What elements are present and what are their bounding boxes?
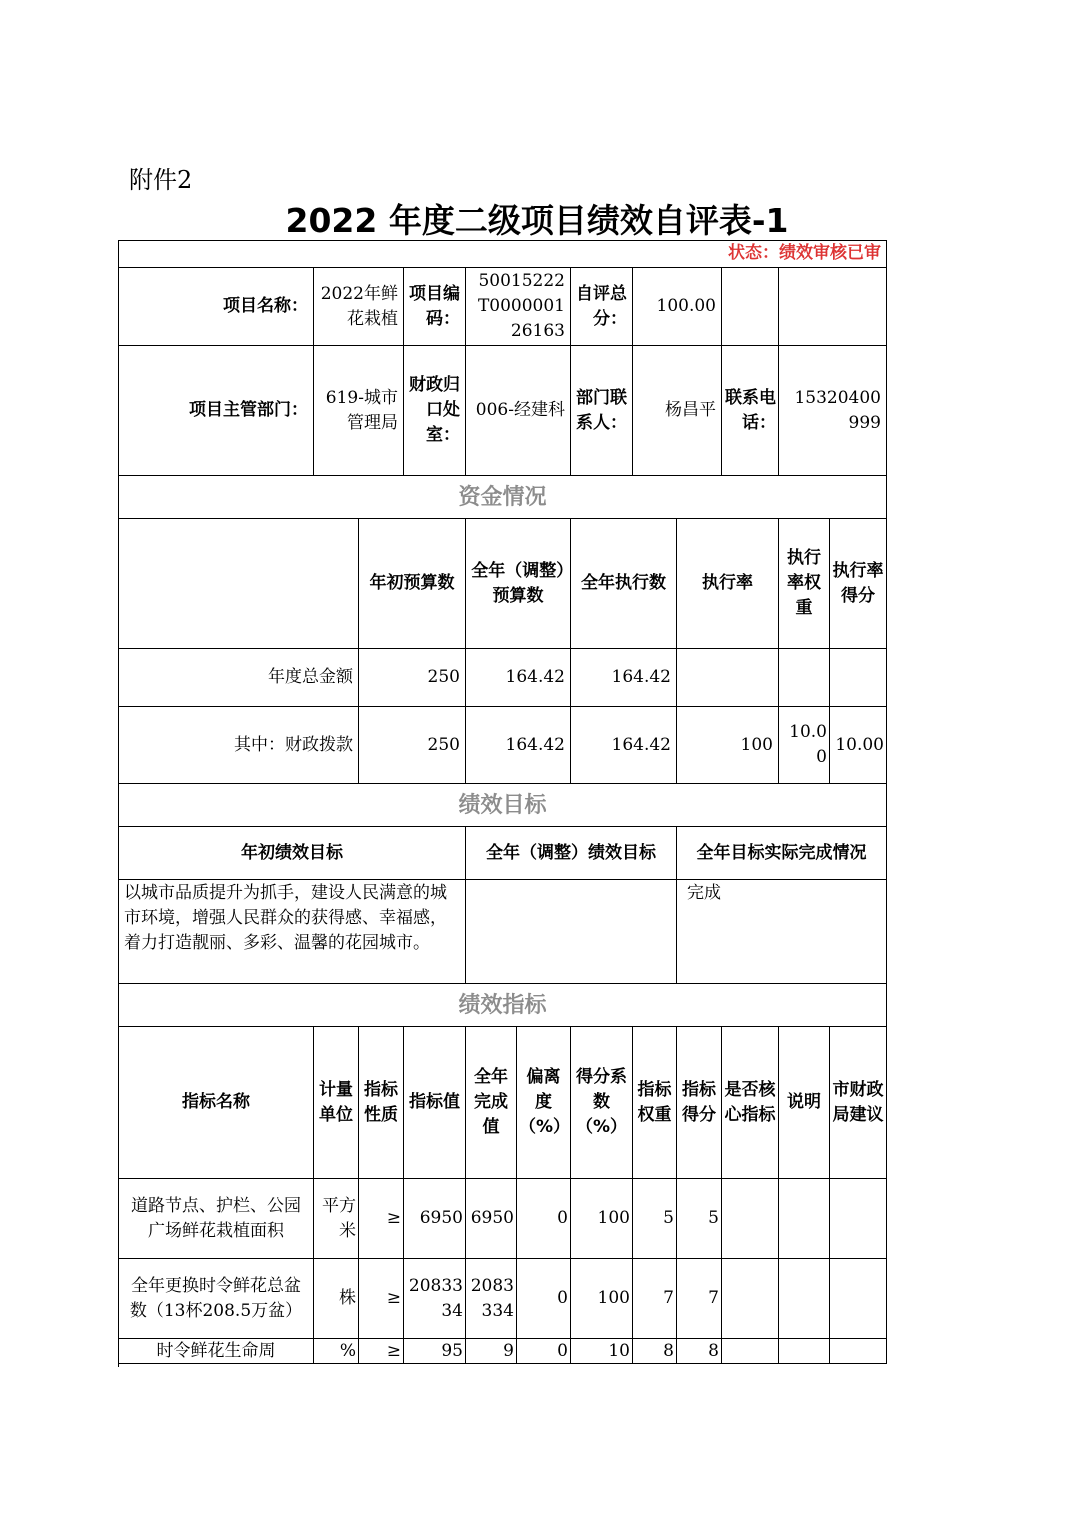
ind-header-value: 指标值	[404, 1027, 466, 1179]
empty-cell	[830, 1179, 887, 1259]
ind-header-score: 指标得分	[677, 1027, 722, 1179]
project-name-label: 项目名称：	[119, 268, 314, 346]
funds-header-executed: 全年执行数	[571, 519, 677, 649]
project-name-value: 2022年鲜花栽植	[314, 268, 404, 346]
indicator-name: 全年更换时令鲜花总盆数（13杯208.5万盆）	[119, 1259, 314, 1339]
funds-header-budget: 年初预算数	[359, 519, 466, 649]
indicator-cell: 5	[633, 1179, 677, 1259]
funds-cell	[677, 649, 779, 707]
empty-cell	[830, 1259, 887, 1339]
funds-cell: 10.00	[779, 707, 830, 784]
ind-header-suggestion: 市财政局建议	[830, 1027, 887, 1179]
funds-cell: 250	[359, 707, 466, 784]
funds-cell: 250	[359, 649, 466, 707]
contact-label: 部门联系人：	[571, 346, 633, 476]
finance-office-label: 财政归口处室：	[404, 346, 466, 476]
funds-cell	[779, 649, 830, 707]
indicator-cell: 95	[404, 1339, 466, 1364]
page-title: 2022 年度二级项目绩效自评表-1	[285, 201, 789, 240]
goals-header-actual: 全年目标实际完成情况	[677, 827, 887, 880]
dept-value: 619-城市管理局	[314, 346, 404, 476]
ind-header-nature: 指标性质	[359, 1027, 404, 1179]
indicator-cell: 株	[314, 1259, 359, 1339]
indicator-cell: 8	[633, 1339, 677, 1364]
indicator-cell: 平方米	[314, 1179, 359, 1259]
ind-header-completed: 全年完成值	[466, 1027, 517, 1179]
indicator-name: 道路节点、护栏、公园广场鲜花栽植面积	[119, 1179, 314, 1259]
project-code-label: 项目编码：	[404, 268, 466, 346]
indicator-cell: 10	[571, 1339, 633, 1364]
indicator-cell: ≥	[359, 1339, 404, 1364]
indicator-cell: ≥	[359, 1259, 404, 1339]
funds-section-title: 资金情况	[119, 476, 887, 519]
indicator-cell: 0	[517, 1339, 571, 1364]
ind-header-name: 指标名称	[119, 1027, 314, 1179]
funds-cell: 100	[677, 707, 779, 784]
indicators-section-title: 绩效指标	[119, 984, 887, 1027]
indicator-cell: 0	[517, 1179, 571, 1259]
ind-header-note: 说明	[779, 1027, 830, 1179]
ind-header-deviation: 偏离度（%）	[517, 1027, 571, 1179]
ind-header-coef: 得分系数（%）	[571, 1027, 633, 1179]
empty-cell	[779, 1339, 830, 1364]
funds-cell: 10.00	[830, 707, 887, 784]
dept-label: 项目主管部门：	[119, 346, 314, 476]
finance-office-value: 006-经建科	[466, 346, 571, 476]
funds-header-score: 执行率得分	[830, 519, 887, 649]
self-score-label: 自评总分：	[571, 268, 633, 346]
funds-header-weight: 执行率权重	[779, 519, 830, 649]
ind-header-core: 是否核心指标	[722, 1027, 779, 1179]
empty-cell	[119, 519, 359, 649]
indicator-cell: 9	[466, 1339, 517, 1364]
contact-value: 杨昌平	[633, 346, 722, 476]
indicator-cell: 0	[517, 1259, 571, 1339]
indicator-cell: ≥	[359, 1179, 404, 1259]
project-code-value: 50015222T000000126163	[466, 268, 571, 346]
empty-cell	[722, 268, 779, 346]
indicator-cell: 7	[633, 1259, 677, 1339]
attachment-label: 附件2	[129, 166, 193, 194]
goals-header-adjusted: 全年（调整）绩效目标	[466, 827, 677, 880]
indicator-cell: 100	[571, 1179, 633, 1259]
funds-cell: 164.42	[466, 707, 571, 784]
phone-value: 15320400999	[779, 346, 887, 476]
ind-header-unit: 计量单位	[314, 1027, 359, 1179]
goals-adjusted-text	[466, 880, 677, 984]
indicator-cell: 8	[677, 1339, 722, 1364]
funds-cell: 164.42	[571, 649, 677, 707]
indicator-cell: 100	[571, 1259, 633, 1339]
indicator-cell: %	[314, 1339, 359, 1364]
indicator-name: 时令鲜花生命周	[119, 1339, 314, 1364]
goals-section-title: 绩效目标	[119, 784, 887, 827]
funds-row-label: 其中：财政拨款	[119, 707, 359, 784]
status-text: 状态：绩效审核已审	[119, 241, 887, 268]
indicator-cell: 2083334	[466, 1259, 517, 1339]
indicator-cell: 6950	[404, 1179, 466, 1259]
phone-label: 联系电话：	[722, 346, 779, 476]
funds-header-rate: 执行率	[677, 519, 779, 649]
empty-cell	[779, 1179, 830, 1259]
funds-cell: 164.42	[466, 649, 571, 707]
empty-cell	[830, 1339, 887, 1364]
self-score-value: 100.00	[633, 268, 722, 346]
evaluation-table	[118, 240, 887, 1367]
goals-initial-text: 以城市品质提升为抓手，建设人民满意的城市环境，增强人民群众的获得感、幸福感，着力打造靓丽、多彩、温馨的花园城市。	[119, 880, 466, 984]
funds-cell	[830, 649, 887, 707]
funds-cell: 164.42	[571, 707, 677, 784]
ind-header-weight: 指标权重	[633, 1027, 677, 1179]
indicator-cell: 7	[677, 1259, 722, 1339]
indicator-cell: 2083334	[404, 1259, 466, 1339]
empty-cell	[779, 1259, 830, 1339]
indicator-cell: 6950	[466, 1179, 517, 1259]
empty-cell	[722, 1179, 779, 1259]
goals-header-initial: 年初绩效目标	[119, 827, 466, 880]
funds-header-adjusted: 全年（调整）预算数	[466, 519, 571, 649]
empty-cell	[779, 268, 887, 346]
empty-cell	[722, 1339, 779, 1364]
indicator-cell: 5	[677, 1179, 722, 1259]
funds-row-label: 年度总金额	[119, 649, 359, 707]
goals-actual-text: 完成	[677, 880, 887, 984]
empty-cell	[722, 1259, 779, 1339]
